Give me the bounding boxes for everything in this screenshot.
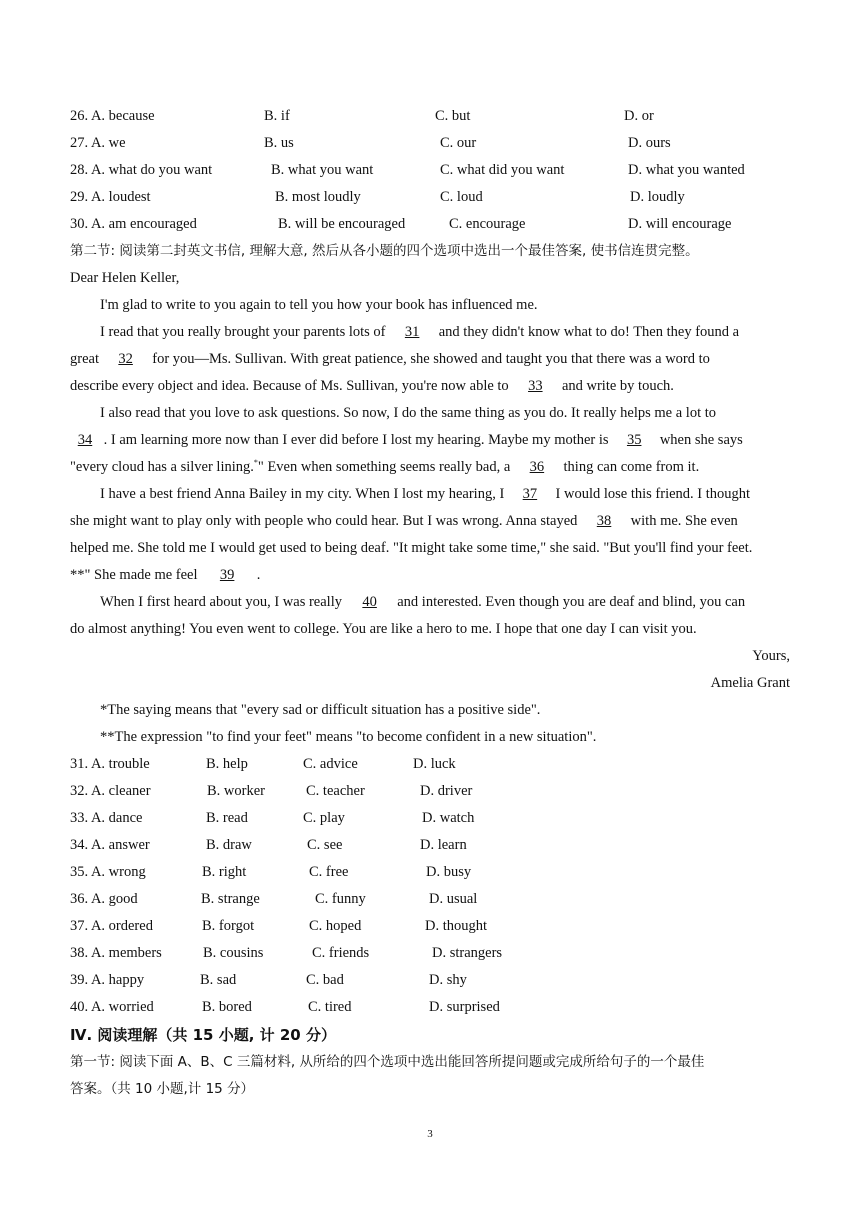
- option-c: C. encourage: [449, 216, 526, 232]
- text: When I first heard about you, I was really: [100, 594, 346, 610]
- blank-38: 38: [596, 513, 612, 529]
- text: with me. She even: [627, 513, 738, 529]
- page-number: 3: [427, 1128, 433, 1140]
- option-d: D. thought: [425, 918, 488, 934]
- option-a: 29. A. loudest: [70, 189, 151, 205]
- option-b: B. read: [206, 810, 248, 826]
- text: . I am learning more now than I ever did before I lost my hearing. Maybe my mother is: [100, 432, 613, 448]
- option-a: 30. A. am encouraged: [70, 216, 197, 232]
- option-b: B. bored: [202, 999, 252, 1015]
- blank-36: 36: [529, 459, 545, 475]
- option-a: 36. A. good: [70, 891, 138, 907]
- section2-instruction: 第二节: 阅读第二封英文书信, 理解大意, 然后从各小题的四个选项中选出一个最佳答案, 使书信连贯完整。: [70, 243, 699, 259]
- option-c: C. play: [303, 810, 345, 826]
- letter-paragraph-1: I'm glad to write to you again to tell you how your book has influenced me.: [100, 297, 538, 313]
- option-d: D. learn: [420, 837, 467, 853]
- option-c: C. teacher: [306, 783, 365, 799]
- option-c: C. loud: [440, 189, 483, 205]
- letter-paragraph-3-line-1: [100, 403, 790, 423]
- letter-paragraph-2-line-2: [70, 349, 790, 369]
- option-b: B. if: [264, 108, 290, 124]
- letter-paragraph-4-line-1: [100, 484, 790, 504]
- letter-paragraph-3-line-3: [70, 457, 790, 477]
- blank-37: 37: [522, 486, 538, 502]
- text: great: [70, 351, 103, 367]
- blank-40: 40: [362, 594, 377, 610]
- option-b: B. worker: [207, 783, 265, 799]
- text: describe every object and idea. Because of Ms. Sullivan, you're now able to: [70, 378, 513, 394]
- option-a: 27. A. we: [70, 135, 126, 151]
- text: and write by touch.: [558, 378, 674, 394]
- text: " Even when something seems really bad, a: [257, 459, 514, 475]
- section4-instruction-line-2: 答案。（共 10 小题,计 15 分）: [70, 1081, 255, 1097]
- option-b: B. what you want: [271, 162, 374, 178]
- option-b: B. forgot: [202, 918, 255, 934]
- option-c: C. see: [307, 837, 343, 853]
- option-c: C. what did you want: [440, 162, 565, 178]
- letter-closing: Yours,: [752, 648, 790, 664]
- footnote-2: **The expression "to find your feet" means "to become confident in a new situation".: [100, 729, 597, 745]
- text: she might want to play only with people who could hear. But I was wrong. Anna stayed: [70, 513, 582, 529]
- option-c: C. advice: [303, 756, 358, 772]
- text: for you—Ms. Sullivan. With great patience, she showed and taught you that there was a word to: [148, 351, 710, 367]
- option-c: C. free: [309, 864, 349, 880]
- letter-paragraph-5-line-2: do almost anything! You even went to college. You are like a hero to me. I hope that one day I can visit you.: [70, 621, 697, 637]
- option-c: C. hoped: [309, 918, 362, 934]
- section4-heading: Ⅳ. 阅读理解（共 15 小题, 计 20 分）: [70, 1026, 336, 1044]
- option-d: D. busy: [426, 864, 472, 880]
- option-a: 38. A. members: [70, 945, 162, 961]
- blank-32: 32: [118, 351, 133, 367]
- option-d: D. usual: [429, 891, 478, 907]
- option-a: 34. A. answer: [70, 837, 150, 853]
- option-d: D. driver: [420, 783, 473, 799]
- blank-33: 33: [528, 378, 543, 394]
- option-a: 28. A. what do you want: [70, 162, 213, 178]
- option-a: 37. A. ordered: [70, 918, 153, 934]
- letter-signature: Amelia Grant: [710, 675, 790, 691]
- text: when she says: [656, 432, 743, 448]
- text: I also read that you love to ask questions. So now, I do the same thing as you do. It really helps me a lot to: [100, 405, 717, 421]
- letter-paragraph-4-line-3: helped me. She told me I would get used to being deaf. "It might take some time," she said. "But you'll find your feet.: [70, 540, 753, 556]
- blank-35: 35: [626, 432, 642, 448]
- option-a: 40. A. worried: [70, 999, 154, 1015]
- option-a: 35. A. wrong: [70, 864, 146, 880]
- text: I have a best friend Anna Bailey in my city. When I lost my hearing, I: [100, 486, 508, 502]
- option-b: B. strange: [201, 891, 260, 907]
- option-a: 39. A. happy: [70, 972, 145, 988]
- option-d: D. strangers: [432, 945, 503, 961]
- option-d: D. watch: [422, 810, 475, 826]
- footnote-marker: *: [253, 458, 258, 468]
- option-c: C. tired: [308, 999, 352, 1015]
- option-d: D. will encourage: [628, 216, 732, 232]
- option-a: 33. A. dance: [70, 810, 143, 826]
- option-a: 32. A. cleaner: [70, 783, 151, 799]
- blank-39: 39: [219, 567, 235, 583]
- option-b: B. will be encouraged: [278, 216, 406, 232]
- text: "every cloud has a silver lining.: [70, 459, 254, 475]
- option-d: D. loudly: [630, 189, 685, 205]
- option-b: B. help: [206, 756, 248, 772]
- option-d: D. shy: [429, 972, 467, 988]
- letter-paragraph-4-line-2: [70, 511, 790, 531]
- letter-paragraph-5-line-1: [100, 592, 790, 612]
- option-d: D. what you wanted: [628, 162, 745, 178]
- option-c: C. bad: [306, 972, 344, 988]
- text: .: [253, 567, 261, 583]
- option-c: C. our: [440, 135, 477, 151]
- text: **" She made me feel: [70, 567, 202, 583]
- option-a: 31. A. trouble: [70, 756, 150, 772]
- text: and interested. Even though you are deaf and blind, you can: [393, 594, 746, 610]
- option-d: D. or: [624, 108, 654, 124]
- text: I would lose this friend. I thought: [551, 486, 751, 502]
- option-d: D. ours: [628, 135, 671, 151]
- letter-paragraph-3-line-2: [70, 430, 790, 450]
- option-b: B. us: [264, 135, 294, 151]
- option-d: D. luck: [413, 756, 456, 772]
- letter-greeting: Dear Helen Keller,: [70, 270, 180, 286]
- letter-paragraph-2-line-1: [100, 322, 790, 342]
- option-b: B. sad: [200, 972, 237, 988]
- option-d: D. surprised: [429, 999, 500, 1015]
- letter-paragraph-2-line-3: [70, 376, 790, 396]
- option-c: C. funny: [315, 891, 366, 907]
- section4-instruction-line-1: 第一节: 阅读下面 A、B、C 三篇材料, 从所给的四个选项中选出能回答所提问题或完成所给句子的一个最佳: [70, 1054, 705, 1070]
- letter-paragraph-4-line-4: [70, 565, 790, 585]
- footnote-1: *The saying means that "every sad or difficult situation has a positive side".: [100, 702, 541, 718]
- blank-31: 31: [404, 324, 420, 340]
- option-c: C. but: [435, 108, 471, 124]
- text: and they didn't know what to do! Then they found a: [435, 324, 740, 340]
- text: thing can come from it.: [559, 459, 700, 475]
- option-b: B. draw: [206, 837, 252, 853]
- option-b: B. most loudly: [275, 189, 361, 205]
- option-c: C. friends: [312, 945, 370, 961]
- option-b: B. right: [202, 864, 247, 880]
- blank-34: 34: [77, 432, 93, 448]
- option-a: 26. A. because: [70, 108, 155, 124]
- text: I read that you really brought your parents lots of: [100, 324, 390, 340]
- option-b: B. cousins: [203, 945, 264, 961]
